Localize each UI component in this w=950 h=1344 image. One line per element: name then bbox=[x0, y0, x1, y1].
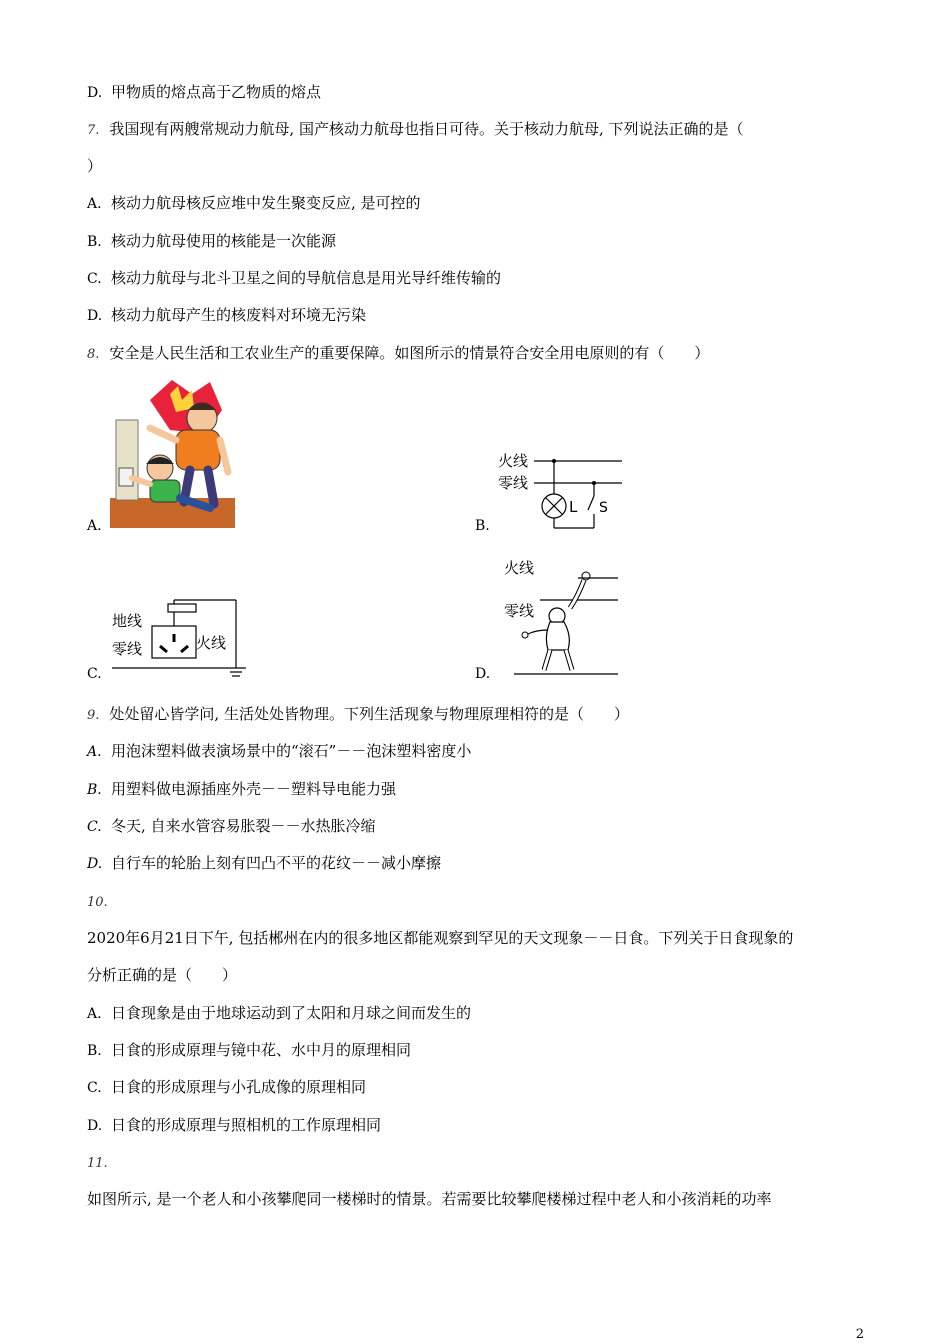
q8-fig-b-circuit bbox=[498, 448, 626, 532]
q10-option-b: B. 日食的形成原理与镜中花、水中月的原理相同 bbox=[87, 1041, 412, 1059]
q8-stem: 8. 安全是人民生活和工农业生产的重要保障。如图所示的情景符合安全用电原则的有（ ） bbox=[87, 344, 710, 362]
q8-fig-b-switch-label: S bbox=[599, 500, 608, 516]
q8-fig-d-neutral-label: 零线 bbox=[504, 602, 535, 620]
page-number: 2 bbox=[855, 1327, 864, 1342]
q8-fig-a-cartoon bbox=[110, 380, 235, 530]
q7-option-a: A. 核动力航母核反应堆中发生聚变反应, 是可控的 bbox=[87, 194, 421, 212]
q8-fig-b-neutral-label: 零线 bbox=[498, 474, 529, 492]
q7-number: 7. bbox=[87, 123, 100, 138]
q9-stem: 9. 处处留心皆学问, 生活处处皆物理。下列生活现象与物理原理相符的是（ ） bbox=[87, 705, 629, 723]
q10-number: 10. bbox=[87, 895, 108, 910]
q8-fig-c-label: C. bbox=[87, 666, 102, 682]
q8-fig-b-lamp-label: L bbox=[569, 498, 578, 516]
q8-fig-b-switch bbox=[588, 496, 594, 510]
q7-option-b: B. 核动力航母使用的核能是一次能源 bbox=[87, 232, 337, 250]
q9-option-a: A. 用泡沫塑料做表演场景中的“滚石”－－泡沫塑料密度小 bbox=[87, 742, 472, 760]
q7-stem: 7. 我国现有两艘常规动力航母, 国产核动力航母也指日可待。关于核动力航母, 下列说法正确的是（ bbox=[87, 120, 744, 138]
q9-option-d: D. 自行车的轮胎上刻有凹凸不平的花纹－－减小摩擦 bbox=[87, 854, 442, 872]
q8-fig-d-live-label: 火线 bbox=[504, 559, 535, 577]
q8-fig-b-label: B. bbox=[475, 518, 490, 534]
q10-option-d: D. 日食的形成原理与照相机的工作原理相同 bbox=[87, 1116, 382, 1134]
q8-fig-c-socket bbox=[112, 596, 252, 682]
q8-fig-c-neutral-label: 零线 bbox=[112, 640, 143, 658]
q8-fig-d-person bbox=[500, 556, 622, 682]
q10-option-c: C. 日食的形成原理与小孔成像的原理相同 bbox=[87, 1078, 367, 1096]
q9-number: 9. bbox=[87, 708, 100, 723]
q11-stem-1: 如图所示, 是一个老人和小孩攀爬同一楼梯时的情景。若需要比较攀爬楼梯过程中老人和小孩消耗的功率 bbox=[87, 1190, 772, 1208]
q11-number: 11. bbox=[87, 1156, 108, 1171]
q8-fig-c-ground-label: 地线 bbox=[112, 612, 143, 630]
q10-option-a: A. 日食现象是由于地球运动到了太阳和月球之间而发生的 bbox=[87, 1004, 472, 1022]
q10-stem-1: 2020年6月21日下午, 包括郴州在内的很多地区都能观察到罕见的天文现象－－日食。下列关于日食现象的 bbox=[87, 929, 794, 947]
q8-fig-c-live-label: 火线 bbox=[196, 634, 227, 652]
q9-option-c: C. 冬天, 自来水管容易胀裂－－水热胀冷缩 bbox=[87, 817, 376, 835]
q8-fig-b-live-label: 火线 bbox=[498, 452, 529, 470]
q7-option-c: C. 核动力航母与北斗卫星之间的导航信息是用光导纤维传输的 bbox=[87, 269, 502, 287]
q8-number: 8. bbox=[87, 347, 100, 362]
q10-stem-2: 分析正确的是（ ） bbox=[87, 966, 238, 984]
q8-fig-d-label: D. bbox=[475, 666, 491, 682]
q9-option-b: B. 用塑料做电源插座外壳－－塑料导电能力强 bbox=[87, 780, 397, 798]
q7-stem-end: ） bbox=[87, 157, 103, 175]
q8-fig-a-label: A. bbox=[87, 518, 102, 534]
q6-option-d: D. 甲物质的熔点高于乙物质的熔点 bbox=[87, 83, 322, 101]
q7-option-d: D. 核动力航母产生的核废料对环境无污染 bbox=[87, 306, 367, 324]
